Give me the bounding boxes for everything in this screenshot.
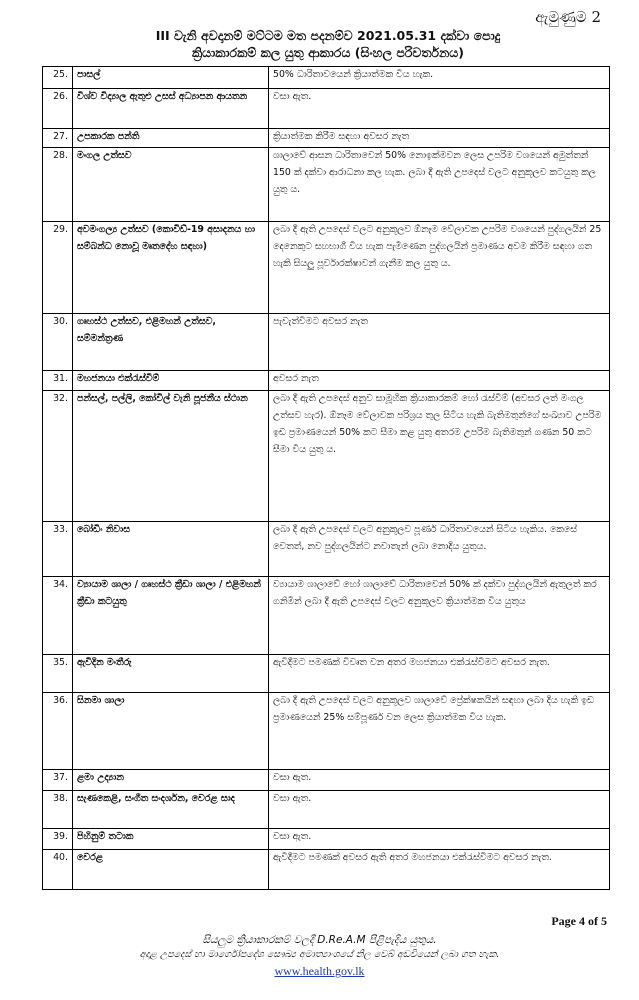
- table-row: [43, 655, 610, 693]
- row-status: ලබා දී ඇති උපදෙස් වලට අනුකූලව ඕනෑම වේලාවක උපරිම වශයෙන් පුද්ගලයින් 25 දෙනෙකුට සහභාගී විය හැක පැමිණෙන පුද්ගලයින් ප්‍රමාණය අවම කිරීම සඳහා ගත හැකි සියලු පූර්වාරක්ෂාවන් ගැනීම කල යුතු ය.: [269, 222, 610, 314]
- row-activity: විශ්ව විද්‍යාල ඇතුළු උසස් අධ්‍යාපන ආයතන: [73, 89, 269, 129]
- row-activity: පාසල්: [73, 67, 269, 89]
- row-status: ලබා දී ඇති උපදෙස් වලට අනුකූලව පූර්ණ ධාරිතාවයෙන් සිටිය හැකිය. කෙසේ වෙතත්, නව පුද්ගලයින්ට නවාතැන් ලබා නොදිය යුතුය.: [269, 522, 610, 577]
- row-status: ශාලාවේ ආසන ධාරිතාවෙන් 50% නොඉක්මවන ලෙස උපරිම වශයෙන් අමුත්තන් 150 ක් දක්වා ආරාධනා කල හැක. ලබා දී ඇති උපදෙස් වලට අනුකූලව කටයුතු කල යුතු ය.: [269, 148, 610, 222]
- row-activity: ගෘහස්ථ උත්සව, එළිමහන් උත්සව, සම්මන්ත්‍රණ: [73, 314, 269, 371]
- row-status: ලබා දී ඇති උපදෙස් අනුව සාමූහික ක්‍රියාකාරකම් හෝ රැස්වීම් (අවසර ලත් මංගල උත්සව හැර). ඕනෑම වේලාවක පරිශ්‍රය තුල සිටිය හැකි බැතිමතුන්ගේ සංඛ්‍යාව උපරිම ඉඩ ප්‍රමාණයෙන් 50% කට සීමා කළ යුතු අතරම උපරිම බැතිමතුන් ගණන 50 කට සීමා විය යුතු ය.: [269, 391, 610, 522]
- table-row: [43, 693, 610, 770]
- table-row: [43, 129, 610, 148]
- row-number: 28.: [43, 148, 73, 222]
- row-status: වසා ඇත.: [269, 770, 610, 791]
- row-number: 27.: [43, 129, 73, 148]
- row-activity: උපකාරක පන්ති: [73, 129, 269, 148]
- row-activity: අවමංගල්‍ය උත්සව (කොවිඩ්-19 අසාදනය හා සම්බන්ධ නොවූ මෘතදේහ සඳහා): [73, 222, 269, 314]
- row-status: අවසර නැත: [269, 371, 610, 391]
- row-activity: බෝඩිං නිවාස: [73, 522, 269, 577]
- annex-label: ඇමුණුම 2: [535, 8, 601, 26]
- row-status: ලබා දී ඇති උපදෙස් වලට අනුකූලව ශාලාවේ ප්‍රේක්ෂකයින් සඳහා ලබා දිය හැකි ඉඩ ප්‍රමාණයෙන් 25% සම්පූර්ණ වන ලෙස ක්‍රියාත්මක විය හැක.: [269, 693, 610, 770]
- page-title: [58, 27, 598, 61]
- row-number: 35.: [43, 655, 73, 693]
- table-row: [43, 67, 610, 89]
- table-row: [43, 371, 610, 391]
- footer-guidelines: අදාළ උපදෙස් හා මාර්ගෝපදේශ සෞඛ්‍ය අමාත්‍යාංශයේ නිල වෙබ් අඩවියෙන් ලබා ගත හැක.: [139, 949, 500, 960]
- row-number: 32.: [43, 391, 73, 522]
- row-number: 29.: [43, 222, 73, 314]
- row-activity: වෙරළ: [73, 850, 269, 890]
- row-status: වසා ඇත.: [269, 829, 610, 850]
- row-activity: සිනමා ශාලා: [73, 693, 269, 770]
- row-number: 37.: [43, 770, 73, 791]
- row-status: පැවැත්වීමට අවසර නැත: [269, 314, 610, 371]
- table-row: [43, 829, 610, 850]
- table-row: [43, 148, 610, 222]
- table-row: [43, 577, 610, 655]
- row-number: 38.: [43, 791, 73, 829]
- row-status: 50% ධාරිතාවයෙන් ක්‍රියාත්මක විය හැක.: [269, 67, 610, 89]
- row-status: ඇවිදීමට පමණක් විවෘත වන අතර මහජනයා එක්රැස්වීමට අවසර නැත.: [269, 655, 610, 693]
- page-number: Page 4 of 5: [551, 914, 607, 928]
- title-line-2: ක්‍රියාකාරකම් කල යුතු ආකාරය (සිංහල පරිවර්තනය): [192, 45, 464, 60]
- row-number: 40.: [43, 850, 73, 890]
- table-row: [43, 222, 610, 314]
- row-activity: ව්‍යායාම ශාලා / ගෘහස්ථ ක්‍රීඩා ශාලා / එළිමහන් ක්‍රීඩා කටයුතු: [73, 577, 269, 655]
- activities-table-body: [43, 67, 610, 890]
- row-number: 25.: [43, 67, 73, 89]
- table-row: [43, 850, 610, 890]
- table-row: [43, 391, 610, 522]
- row-number: 39.: [43, 829, 73, 850]
- row-number: 26.: [43, 89, 73, 129]
- footer-website-link[interactable]: www.health.gov.lk: [274, 964, 365, 978]
- row-activity: සැණකෙළි, සංගීත සංදර්ශන, වෙරළ සාද: [73, 791, 269, 829]
- table-row: [43, 314, 610, 371]
- row-activity: මහජනයා එක්රැස්වීම්: [73, 371, 269, 391]
- row-activity: පිහිනුම් තටාක: [73, 829, 269, 850]
- row-activity: ළමා උද්‍යාන: [73, 770, 269, 791]
- table-row: [43, 770, 610, 791]
- row-status: වසා ඇත.: [269, 89, 610, 129]
- footer-note: සියලුම ක්‍රියාකාරකම් වලදී D.Re.A.M පිළිපැදිය යුතුය.: [202, 934, 437, 946]
- row-activity: මංගල උත්සව: [73, 148, 269, 222]
- row-activity: ඇවිදින මංතීරු: [73, 655, 269, 693]
- row-number: 33.: [43, 522, 73, 577]
- table-row: [43, 791, 610, 829]
- row-number: 30.: [43, 314, 73, 371]
- row-number: 34.: [43, 577, 73, 655]
- row-status: වසා ඇත.: [269, 791, 610, 829]
- row-number: 31.: [43, 371, 73, 391]
- row-status: ව්‍යායාම ශාලාවේ හෝ ශාලාවේ ධාරිතාවෙන් 50% ක් දක්වා පුද්ගලයින් ඇතුලත් කර ගනිමින් ලබා දී ඇති උපදෙස් වලට අනුකූලව ක්‍රියාත්මක විය යුතුය: [269, 577, 610, 655]
- row-number: 36.: [43, 693, 73, 770]
- row-status: ක්‍රියාත්මක කිරීම සඳහා අවසර නැත: [269, 129, 610, 148]
- row-activity: පන්සල්, පල්ලි, කෝවිල් වැනි පූජනීය ස්ථාන: [73, 391, 269, 522]
- activities-table: [42, 66, 610, 890]
- title-line-1: III වැනි අවදානම් මට්ටම මත පදනම්ව 2021.05.31 දක්වා පොදු: [155, 28, 501, 43]
- row-status: ඇවිදීමට පමණක් අවසර ඇති අතර මහජනයා එක්රැස්වීමට අවසර නැත.: [269, 850, 610, 890]
- table-row: [43, 522, 610, 577]
- table-row: [43, 89, 610, 129]
